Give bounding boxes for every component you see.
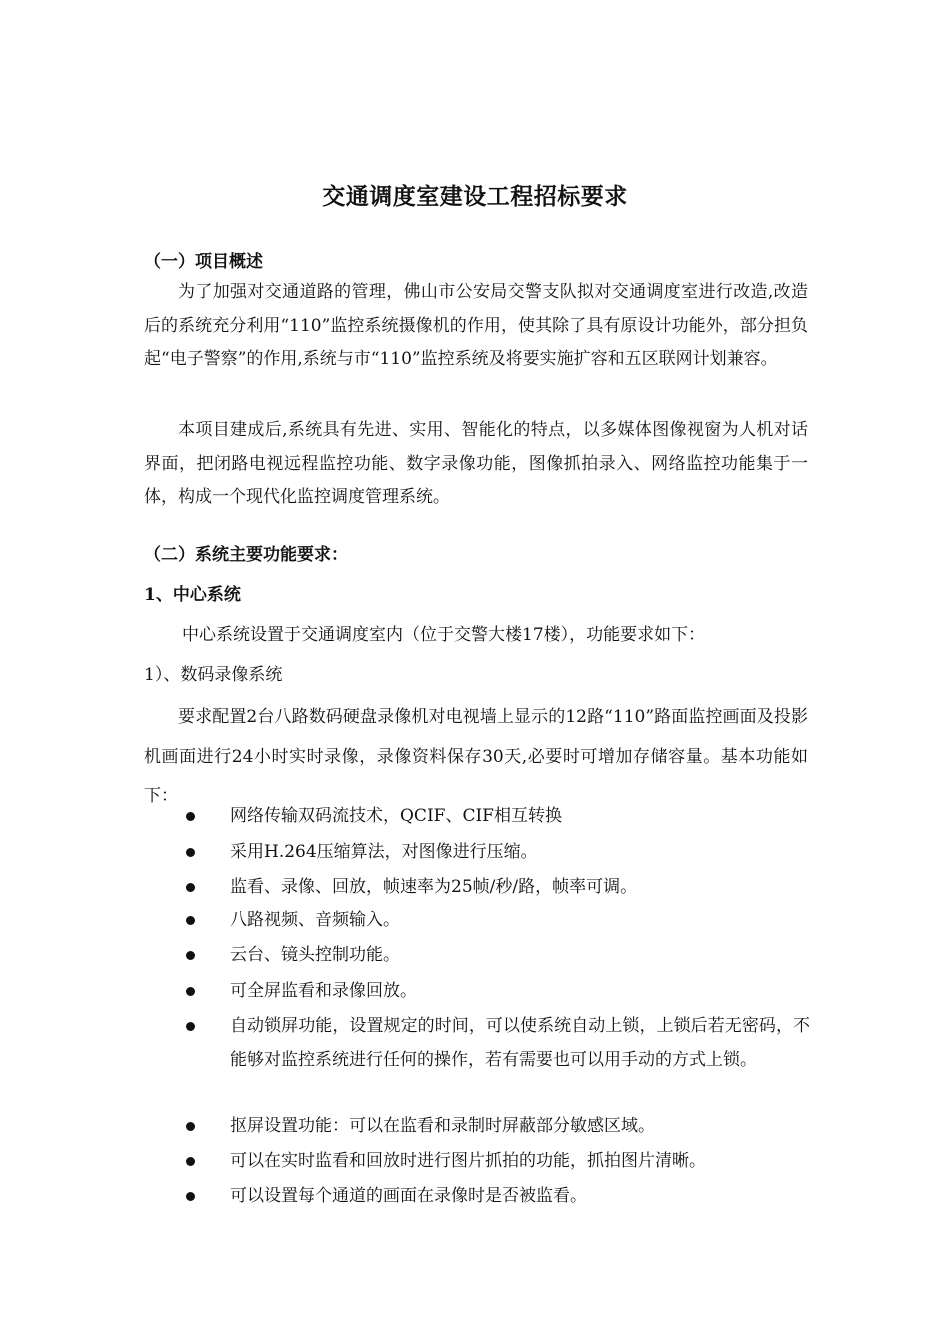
bullet-dot-icon xyxy=(186,987,195,996)
bullet-dot-icon xyxy=(186,1022,195,1031)
list-item-text: 可以设置每个通道的画面在录像时是否被监看。 xyxy=(230,1186,587,1206)
list-item-text: 八路视频、音频输入。 xyxy=(230,910,400,930)
list-item-text: 采用H.264压缩算法，对图像进行压缩。 xyxy=(230,842,538,862)
list-item xyxy=(186,938,810,972)
document-title: 交通调度室建设工程招标要求 xyxy=(322,183,628,210)
overview-paragraph-2: 本项目建成后,系统具有先进、实用、智能化的特点，以多媒体图像视窗为人机对话界面，把闭路电视远程监控功能、数字录像功能，图像抓拍录入、网络监控功能集于一体，构成一个现代化监控调度管理系统。 xyxy=(144,420,808,507)
bullet-dot-icon xyxy=(186,1122,195,1131)
list-item xyxy=(186,1179,810,1213)
bullet-dot-icon xyxy=(186,916,195,925)
list-item xyxy=(186,1109,810,1143)
list-item xyxy=(186,835,810,869)
list-item xyxy=(186,903,810,937)
bullet-dot-icon xyxy=(186,812,195,821)
subsection-heading-center-system: 1、中心系统 xyxy=(144,585,241,605)
list-item-text: 可全屏监看和录像回放。 xyxy=(230,981,417,1001)
item-label-digital-recording: 1）、数码录像系统 xyxy=(144,665,283,685)
list-item xyxy=(186,1009,810,1077)
bullet-dot-icon xyxy=(186,1157,195,1166)
list-item-text: 抠屏设置功能：可以在监看和录制时屏蔽部分敏感区域。 xyxy=(230,1116,655,1136)
section-heading-overview: （一）项目概述 xyxy=(144,252,263,272)
list-item xyxy=(186,974,810,1008)
list-item xyxy=(186,870,810,904)
bullet-dot-icon xyxy=(186,1192,195,1201)
list-item-text: 可以在实时监看和回放时进行图片抓拍的功能，抓拍图片清晰。 xyxy=(230,1151,706,1171)
list-item xyxy=(186,1144,810,1178)
list-item-text: 自动锁屏功能，设置规定的时间，可以使系统自动上锁，上锁后若无密码，不能够对监控系统进行任何的操作，若有需要也可以用手动的方式上锁。 xyxy=(230,1016,810,1070)
overview-paragraph-1: 为了加强对交通道路的管理，佛山市公安局交警支队拟对交通调度室进行改造,改造后的系统充分利用“110”监控系统摄像机的作用，使其除了具有原设计功能外，部分担负起“电子警察”的作用,系统与市“110”监控系统及将要实施扩容和五区联网计划兼容。 xyxy=(144,282,808,369)
section-heading-functions: （二）系统主要功能要求： xyxy=(144,545,348,565)
list-item-text: 网络传输双码流技术，QCIF、CIF相互转换 xyxy=(230,806,562,826)
center-system-intro: 中心系统设置于交通调度室内（位于交警大楼17楼），功能要求如下： xyxy=(182,625,706,645)
list-item-text: 云台、镜头控制功能。 xyxy=(230,945,400,965)
list-item-text: 监看、录像、回放，帧速率为25帧/秒/路，帧率可调。 xyxy=(230,877,638,897)
bullet-dot-icon xyxy=(186,951,195,960)
bullet-dot-icon xyxy=(186,848,195,857)
digital-recording-paragraph: 要求配置2台八路数码硬盘录像机对电视墙上显示的12路“110”路面监控画面及投影机画面进行24小时实时录像，录像资料保存30天,必要时可增加存储容量。基本功能如下： xyxy=(144,707,808,806)
bullet-dot-icon xyxy=(186,883,195,892)
list-item xyxy=(186,799,810,833)
